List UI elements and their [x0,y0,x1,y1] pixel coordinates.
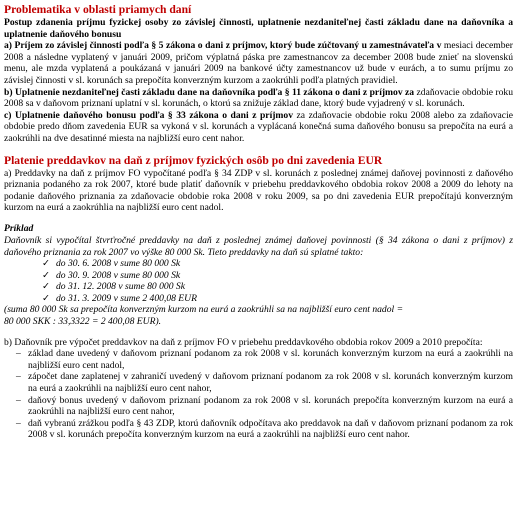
list-item: – daňový bonus uvedený v daňovom priznaní podanom za rok 2008 v sl. korunách prepočíta konverzným kurzom na eurá a zaokrúhli na najbližší euro cent nahor, [16,394,513,418]
payment-item: ✓ do 30. 9. 2008 v sume 80 000 Sk [42,269,181,281]
conversion-line-2: 80 000 SKK : 33,3322 = 2 400,08 EUR). [4,316,162,328]
payment-item: ✓ do 31. 3. 2009 v sume 2 400,08 EUR [42,292,197,304]
conversion-list [4,348,513,441]
example-title: Príklad [4,222,34,234]
payment-list [4,258,513,304]
section2-paragraph-a: a) Preddavky na daň z príjmov FO vypočítané podľa § 34 ZDP v sl. korunách z poslednej známej daňovej povinnosti z daňového priznania podaného za rok 2007, ktoré bude platiť daňovník v priebehu preddavkového obdobia rokov 2008 a 2009 do lehoty na podanie daňového priznania za zdaňovacie obdobie roka 2008 v roku 2009, sa po dni zavedenia EUR prepočítajú konverzným kurzom na eurá a zaokrúhlia na najbližší euro cent nadol. [4,167,513,214]
section1-intro: Postup zdanenia príjmu fyzickej osoby zo závislej činnosti, uplatnenie nezdaniteľnej časti základu dane na daňovníka a uplatnenie daňového bonusu [4,17,513,40]
check-icon: ✓ [42,281,51,293]
section1-a-text: mesiaci december 2008 a následne vyplatený v januári 2009, pričom výplatná páska pre zamestnancov za december 2008 bude znieť na slovenskú menu, ale mzda vyplatená a poukázaná v januári 2009 na bankové účty zamestnancov už bude v eurách, a to sumu príjmu zo závislej činnosti v sl. korunách sa prepočíta konverzným kurzom a zaokrúhli podľa platných pravidiel. [4,40,513,86]
section1-title: Problematika v oblasti priamych daní [4,3,192,16]
section1-c-text: za zdaňovacie obdobie roku 2008 alebo za zdaňovacie obdobie predo dňom zavedenia EUR sa vykoná v sl. korunách a vyplácaná konečná suma daňového bonusu sa prepočíta na eurá a zaokrúhli na dve desatinné miesta na najbližší euro cent nahor. [4,109,513,144]
list-item: – základ dane uvedený v daňovom priznaní podanom za rok 2008 v sl. korunách konverzným kurzom na eurá a zaokrúhli na najbližší euro cent nadol, [16,348,513,371]
section1-paragraph-b [4,87,513,110]
list-item: – zápočet dane zaplatenej v zahraničí uvedený v daňovom priznaní podanom za rok 2008 v sl. korunách konverzným kurzom na eurá a zaokrúhli na najbližší euro cent nahor, [16,371,513,395]
section1-c-heading: c) Uplatnenie daňového bonusu podľa § 33 zákona o dani z príjmov [4,109,294,121]
section1-paragraph-c [4,110,513,145]
section2-paragraph-b: b) Daňovník pre výpočet preddavkov na daň z príjmov FO v priebehu preddavkového obdobia rokov 2009 a 2010 prepočíta: [4,336,483,348]
section2-title: Platenie preddavkov na daň z príjmov fyzických osôb po dni zavedenia EUR [4,153,383,167]
section1-b-text: zdaňovacie obdobie roku 2008 sa v daňovom priznaní uplatní v sl. korunách, o ktorú sa znižuje základ dane, ktorý bude vyjadrený v sl. korunách. [4,86,513,110]
payment-item: ✓ do 31. 12. 2008 v sume 80 000 Sk [42,281,185,293]
section1-a-heading: a) Príjem zo závislej činnosti podľa § 5 zákona o dani z príjmov, ktorý bude zúčtovaný u zamestnávateľa v [4,40,442,52]
section1-paragraph-a [4,40,513,86]
list-item: – daň vybranú zrážkou podľa § 43 ZDP, ktorú daňovník odpočítava ako preddavok na daň v daňovom priznaní podanom za rok 2008 v sl. korunách prepočíta konverzným kurzom na eurá a zaokrúhli na najbližší euro cent nahor. [16,417,513,441]
section1-b-heading: b) Uplatnenie nezdaniteľnej časti základu dane na daňovníka podľa § 11 zákona o dani z príjmov za [4,86,415,98]
check-icon: ✓ [42,258,51,270]
example-text: Daňovník si vypočítal štvrťročné preddavky na daň z poslednej známej daňovej povinnosti (§ 34 zákona o dani z príjmov) z daňového priznania za rok 2007 vo výške 80 000 Sk. Tieto preddavky na daň sú splatné takto: [4,234,513,258]
payment-item: ✓ do 30. 6. 2008 v sume 80 000 Sk [42,258,181,270]
check-icon: ✓ [42,292,51,304]
check-icon: ✓ [42,269,51,281]
conversion-line-1: (suma 80 000 Sk sa prepočíta konverzným kurzom na eurá a zaokrúhli sa na najbližší euro cent nadol = [4,304,404,316]
